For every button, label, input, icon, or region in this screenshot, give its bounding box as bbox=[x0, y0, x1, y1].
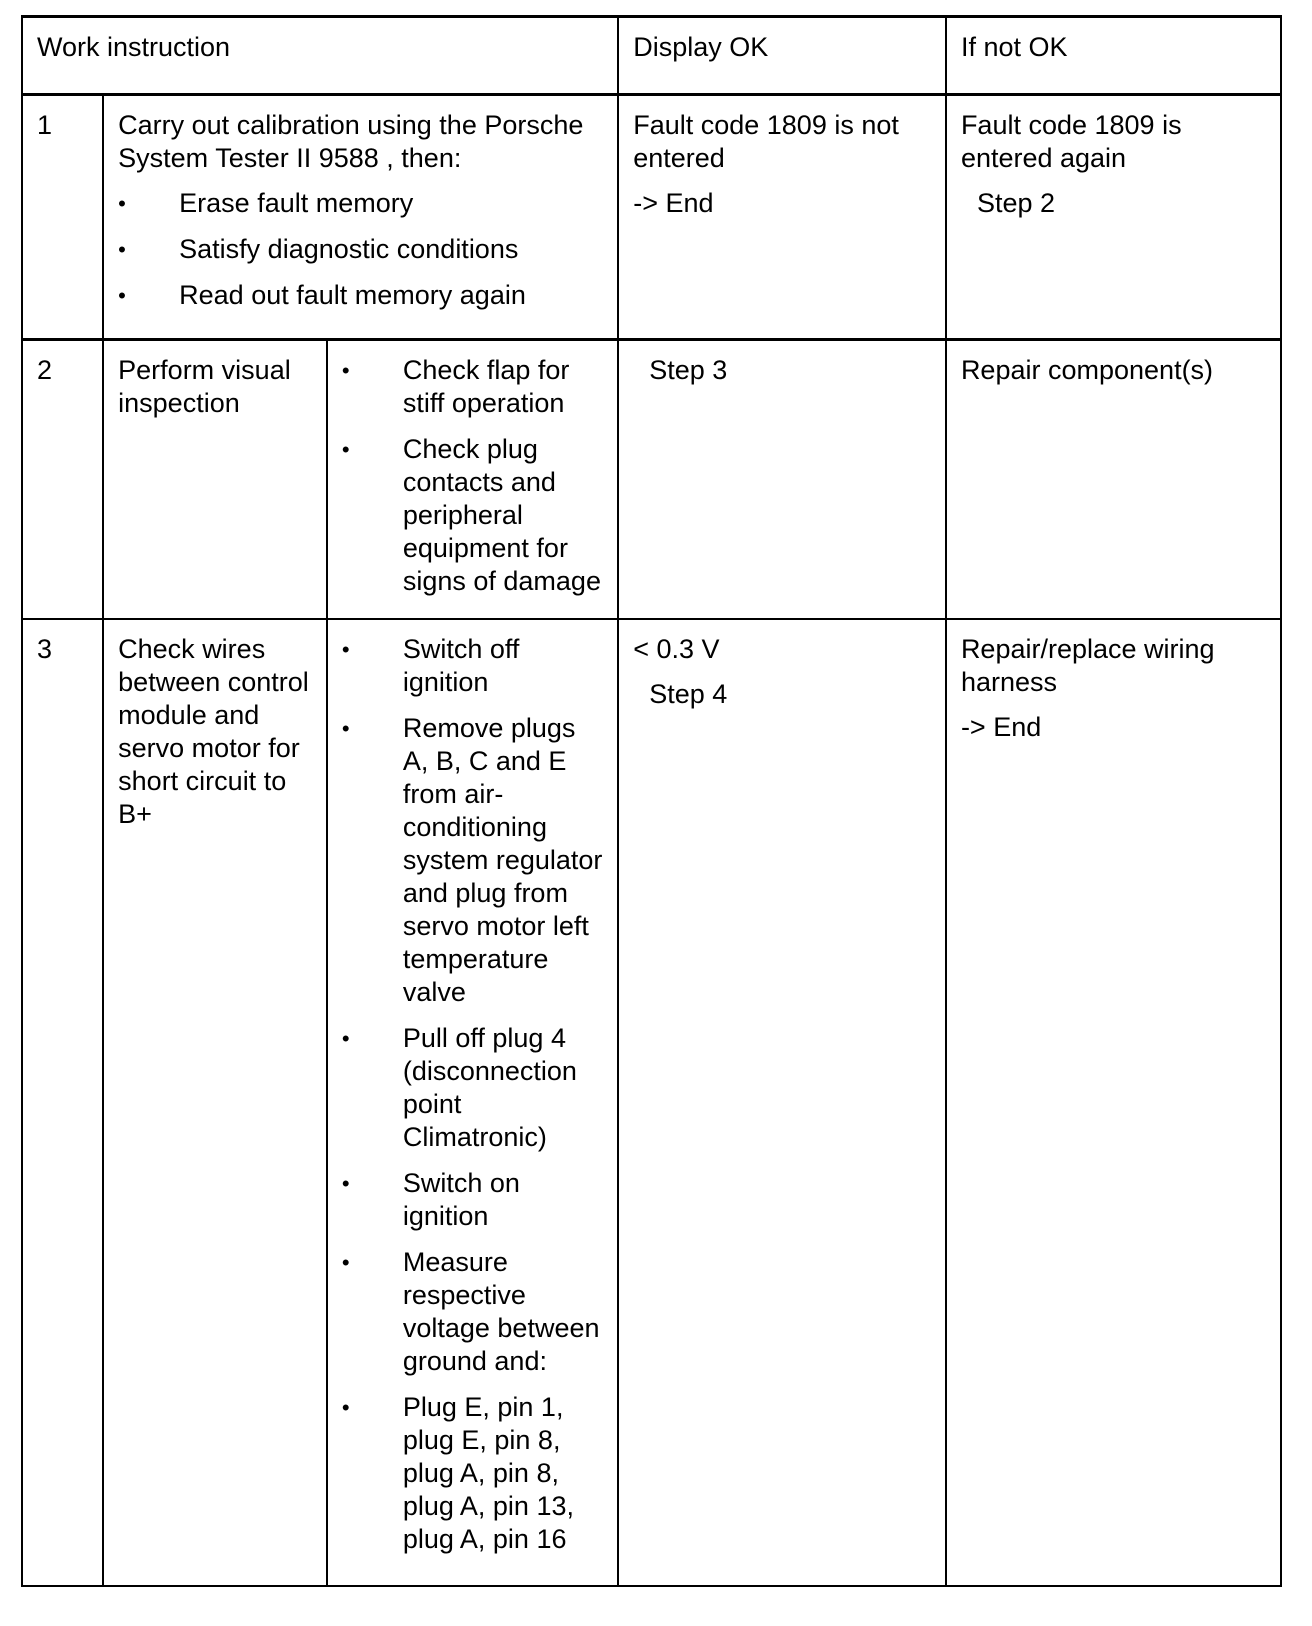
list-item: • Satisfy diagnostic conditions bbox=[118, 234, 519, 264]
list-item: • Erase fault memory bbox=[118, 188, 414, 218]
list-item: • Switch off ignition bbox=[341, 634, 520, 697]
bullet-icon: • bbox=[341, 1171, 350, 1196]
sub-steps-cell bbox=[327, 340, 618, 620]
bullet-icon: • bbox=[341, 437, 350, 462]
bullet-icon: • bbox=[341, 637, 350, 662]
not-ok-result: Repair/replace wiring harness bbox=[960, 634, 1215, 697]
instruction-cell: Check wires between control module and servo motor for short circuit to B+ bbox=[103, 619, 327, 1586]
header-display-ok: Display OK bbox=[618, 17, 946, 95]
header-work-instruction: Work instruction bbox=[22, 17, 618, 95]
bullet-icon: • bbox=[341, 1395, 350, 1420]
list-item: • Switch on ignition bbox=[341, 1168, 520, 1231]
sub-step-bullets bbox=[342, 633, 603, 1556]
list-item: • Check plug contacts and peripheral equipment for signs of damage bbox=[341, 434, 601, 596]
table-row bbox=[22, 340, 1281, 620]
if-not-ok-cell bbox=[946, 95, 1281, 340]
not-ok-result: Repair component(s) bbox=[960, 355, 1214, 385]
display-ok-cell bbox=[618, 340, 946, 620]
display-ok-cell bbox=[618, 619, 946, 1586]
ok-result: < 0.3 V bbox=[633, 634, 720, 664]
bullet-icon: • bbox=[118, 237, 126, 262]
bullet-icon: • bbox=[341, 1250, 350, 1275]
header-row bbox=[22, 17, 1281, 95]
list-item: • Check flap for stiff operation bbox=[341, 355, 570, 418]
work-instruction-table bbox=[21, 15, 1282, 1587]
not-ok-next: -> End bbox=[960, 712, 1042, 742]
table-row bbox=[22, 95, 1281, 340]
not-ok-result: Fault code 1809 is entered again bbox=[960, 110, 1182, 173]
not-ok-next: Step 2 bbox=[976, 188, 1055, 218]
step-number: 2 bbox=[22, 340, 103, 620]
instruction-text: Carry out calibration using the Porsche System Tester II 9588 , then: bbox=[118, 110, 584, 173]
display-ok-cell bbox=[618, 95, 946, 340]
step-number: 3 bbox=[22, 619, 103, 1586]
list-item: • Remove plugs A, B, C and E from air-conditioning system regulator and plug from servo motor left temperature valve bbox=[341, 713, 603, 1007]
instruction-cell: Perform visual inspection bbox=[103, 340, 327, 620]
if-not-ok-cell bbox=[946, 340, 1281, 620]
ok-next: Step 3 bbox=[649, 355, 728, 385]
bullet-icon: • bbox=[341, 716, 350, 741]
step-number: 1 bbox=[22, 95, 103, 340]
bullet-icon: • bbox=[118, 191, 126, 216]
sub-steps-cell bbox=[327, 619, 618, 1586]
bullet-icon: • bbox=[341, 1026, 350, 1051]
if-not-ok-cell bbox=[946, 619, 1281, 1586]
table-row bbox=[22, 619, 1281, 1586]
list-item: • Pull off plug 4 (disconnection point Climatronic) bbox=[341, 1023, 577, 1152]
list-item: • Read out fault memory again bbox=[118, 280, 526, 310]
instruction-cell bbox=[103, 95, 618, 340]
instruction-bullets bbox=[118, 187, 603, 312]
ok-next: -> End bbox=[633, 188, 714, 218]
list-item: • Measure respective voltage between ground and: bbox=[341, 1247, 600, 1376]
bullet-icon: • bbox=[118, 283, 126, 308]
list-item: • Plug E, pin 1, plug E, pin 8, plug A, pin 8, plug A, pin 13, plug A, pin 16 bbox=[341, 1392, 574, 1554]
header-if-not-ok: If not OK bbox=[946, 17, 1281, 95]
bullet-icon: • bbox=[341, 358, 350, 383]
ok-result: Fault code 1809 is not entered bbox=[633, 110, 899, 173]
ok-next: Step 4 bbox=[649, 679, 728, 709]
sub-step-bullets bbox=[342, 354, 603, 598]
